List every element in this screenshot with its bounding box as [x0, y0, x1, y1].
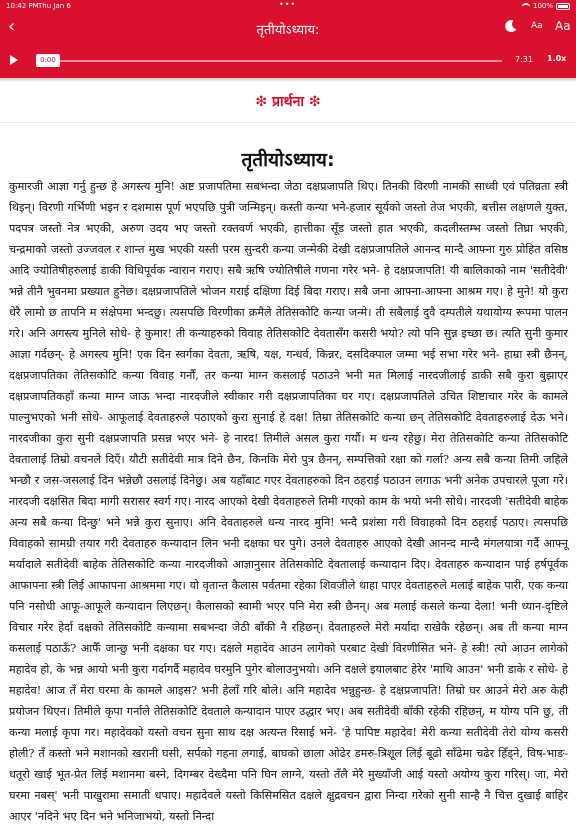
- multitasking-dots-icon[interactable]: •••: [279, 0, 297, 9]
- status-date: Thu Jan 6: [38, 2, 71, 10]
- audio-player: [0, 44, 576, 78]
- prayer-heading[interactable]: ❇ प्रार्थना ❇: [255, 94, 321, 110]
- elapsed-time-thumb[interactable]: 0:00: [36, 54, 60, 67]
- status-indicators: [522, 2, 570, 10]
- battery-icon: [556, 3, 570, 10]
- total-duration: 7:31: [515, 55, 533, 64]
- status-bar: [0, 0, 576, 12]
- battery-percent: 100%: [532, 2, 553, 10]
- navigation-bar: [0, 12, 576, 44]
- status-time: 10:42 PM: [6, 2, 39, 10]
- nav-title: तृतीयोऽध्याय:: [256, 23, 320, 38]
- playback-speed-button[interactable]: 1.0x: [547, 54, 567, 63]
- section-divider: [0, 122, 576, 123]
- seek-bar[interactable]: [36, 60, 502, 62]
- font-size-decrease-button[interactable]: Aa: [531, 21, 543, 31]
- chapter-body-text: कुमारजी आज्ञा गर्नु हुन्छ हे अगस्त्य मुनि! अष्ट प्रजापतिमा सबभन्दा जेठा दक्षप्रजापति थिए। तिनकी विरणी नामकी साध्वी एवं पतिव्रता स्त्री थिइन्। विरणी गर्भिणी भइन र दशमास पूर्ण भएपछि पुत्री जन्मिइन्। कस्ती कन्या भने-हजार सूर्यको जस्तो तेज भएकी, बत्तीस लक्षणले युक्त, पदपत्र जस्तो नेत्र भएकी, अरुण उदय भए जस्तो रक्तवर्ण भएकी, हात्तीका सूँड जस्तो हात भएकी, कदलीस्तम्भ जस्तो तिघ्रा भएकी, चन्द्रमाको जस्तो उज्जवल र शान्त मुख भएकी यस्ती परम सुन्दरी कन्या जन्मेकी देखी दक्षप्रजापतिले आनन्द मान्दै आफ्ना गुरु प्रोहित वसिष्ठ आदि ज्योतिषीहरुलाई डाकी विधिपूर्वक न्वारान गराए। सबै ऋषि ज्योतिषीले गणना गरेर भने- हे दक्षप्रजापति! यी बालिकाको नाम 'सतीदेवी' भन्ने तीनै भुवनमा प्रख्यात हुनेछ। दक्षप्रजापतिले भोजन गराई दक्षिणा दिई बिदा गराए। सबै जना आफ्ना-आफ्ना आश्रम गए। हे मुने! यो कुरा धेरै लामो छ तापनि म संक्षेपमा भन्दछु। त्यसपछि विरणीका क्रमैले तेतिसकोटि कन्या जन्मे। ती सबैलाई दुवै दम्पतीले यथायोग्य रूपमा पालन गरे। अनि अगस्त्य मुनिले सोधे- हे कुमार! ती कन्याहरुको विवाह तेतिसकोटि देवतासँग कसरी भयो? त्यो पनि सुन्न इच्छा छ। त्यति सुनी कुमार आज्ञा गर्दछन्- हे अगस्त्य मुनि! एक दिन स्वर्गका देवता, ऋषि, यक्ष, गन्धर्व, किन्नर, दसदिक्पाल जम्मा भई सभा गरेर भने- हाम्रा स्त्री छैनन्, दक्षप्रजापतिका तेतिसकोटि कन्या विवाह गर्नौं, तर कन्या माग्न कसलाई पठाउने भनी मत मिलाई नारदजीलाई डाकी सबै कुरा बुझाएर दक्षप्रजापतिकहाँ कन्या माग्न जाऊ भन्दा नारदजीले स्वीकार गरी दक्षप्रजापतिका घर गए। दक्षप्रजापतिले उचित शिष्टाचार गरेर के कामले पाल्नुभएको भनी सोधे- आफूलाई देवताहरुले पठाएको कुरा सुनाई हे दक्ष! तिम्रा तेतिसकोटि कन्या छन् तेतिसकोटि देवताहरुलाई देऊ भने। नारदजीका कुरा सुनी दक्षप्रजापति प्रसन्न भएर भने- हे नारद! तिमीले असल कुरा गर्यौ। म धन्य रहेछु। मेरा तेतिसकोटि कन्या तेतिसकोटि देवतालाई तिम्रो वचनले दिएँ। यौटी सतीदेवी मात्र दिने छैन, किनकि मेरो पुत्र छैनन्, सम्पत्तिको रक्षा को गर्ला? अन्य सबै कन्या तिमी जहिले भन्छौ र जस-जसलाई दिन भन्नेछौ उसलाई दिनेछु। अब यहाँबाट गएर देवताहरुको दिन ठहराई पठाउन लगाऊ भनी अनेक उपचारले पूजा गरे। नारदजी दक्षसित बिदा मागी सरासर स्वर्ग गए। नारद आएको देखी देवताहरुले तिमी गएको काम के भयो भनी सोधे। नारदजी 'सतीदेवी बाहेक अन्य सबै कन्या दिन्छु' भने भन्ने कुरा सुनाए। अनि देवताहरुले धन्य नारद मुनि! भन्दै प्रशंसा गरी विवाहको दिन ठहराई पठाए। त्यसपछि विवाहको सामग्री तयार गरी देवताहरु कन्यादान लिन भनी दक्षका घर पुगे। उनले देवताहरु आएको देखी आनन्द मान्दै मंगलयात्रा गर्दै आफ्नू मर्यादाले सतीदेवी बाहेक तेतिसकोटि कन्या नारदजीको आज्ञानुसार तेतिसकोटि देवतालाई कन्यादान दिए। देवताहरु कन्यादान पाई हर्षपूर्वक आफापना स्त्री लिई आफापना आश्रममा गए। यो वृतान्त कैलास पर्वतमा रहेका शिवजीले थाहा पाएर देवताहरुले मलाई बाहेक पारी, एक कन्या पनि नसोधी आफू-आफूले कन्यादान लिएछन्। कैलासको स्वामी भएर पनि मेरा स्त्री छैनन्। अब मलाई कसले कन्या देला! भनी ध्यान-दृष्टिले विचार गरेर हेर्दा दक्षको तेतिसकोटि कन्यामा सबभन्दा जेठी बाँकी नै रहिछन्। देवताहरुले मेरो मर्यादा राखेकै रहेछन्। अब ती कन्या माग्न कसलाई पठाऊँ? आफैँ जान्छु भनी दक्षका घर गए। दक्षले महादेव आउन लागेको परबाट देखी विरणीसित भने- हे स्त्री! त्यो आउन लागेको महादेव हो, के भन्न आयो भनी कुरा गर्दागर्दै महादेव घरमुनि पुगेर बोलाउनुभयो। अनि दक्षले इयालबाट हेरेर 'माथि आउन' भनी डाके र सोधे- हे महादेव! आज तँ मेरा घरमा के कामले आइस? भनी हेलाँ गरि बोले। अनि महादेव भन्नुहुन्छ- हे दक्षप्रजापति! तिम्रो घर आउने मेरो अरु केही प्रयोजन थिएन। तिमीले कृपा गर्नाले तेतिसकोटि देवताले कन्यादान पाएर उद्धार भए। अब सतीदेवी बाँकी रहेकी रहिछन्, म योग्य पनि छु, ती कन्या मलाई कृपा गर। महादेवको यस्तो वचन सुना साथ दक्ष अत्यन्त रिसाई भने- 'हे पापिष्ट महादेव! मेरी कन्या सतीदेवी तेरो योग्य कसरी होली? तँ कस्तो भने मशानको खरानी घसी, सर्पको गहना लगाई, बाघको छाला ओढेर डमरु-त्रिशूल लिई बूढो साँढेमा चढेर हिँड्ने, विष-भाङ-धतूरो खाई भूत-प्रेत लिई मशानमा बस्ने, दिगम्बर देख्दैमा पनि घिन लाग्ने, यस्तो तँलै मेरै मुख्याँजी आई यस्तो अयोग्य कुरा गरिस्। जा, मेरो घरमा नबस्' भनी पाखुरामा समाती धपाए। महादेवले यस्तो किसिमसित दक्षले क्षुद्रवचन द्वारा निन्दा गरेको सुनी सान्है नै चित्त दुखाई बाहिर आएर 'नदिने भए दिन भने भनिजाभयो, यस्तो निन्दा: [9, 180, 569, 823]
- moon-icon[interactable]: [504, 19, 518, 33]
- chevron-left-icon[interactable]: ‹: [8, 16, 16, 37]
- header-shadow: [0, 78, 576, 82]
- wifi-icon: [522, 3, 530, 9]
- play-icon[interactable]: [10, 55, 18, 65]
- chapter-title: तृतीयोऽध्याय:: [241, 149, 335, 171]
- font-size-increase-button[interactable]: Aa: [555, 19, 571, 33]
